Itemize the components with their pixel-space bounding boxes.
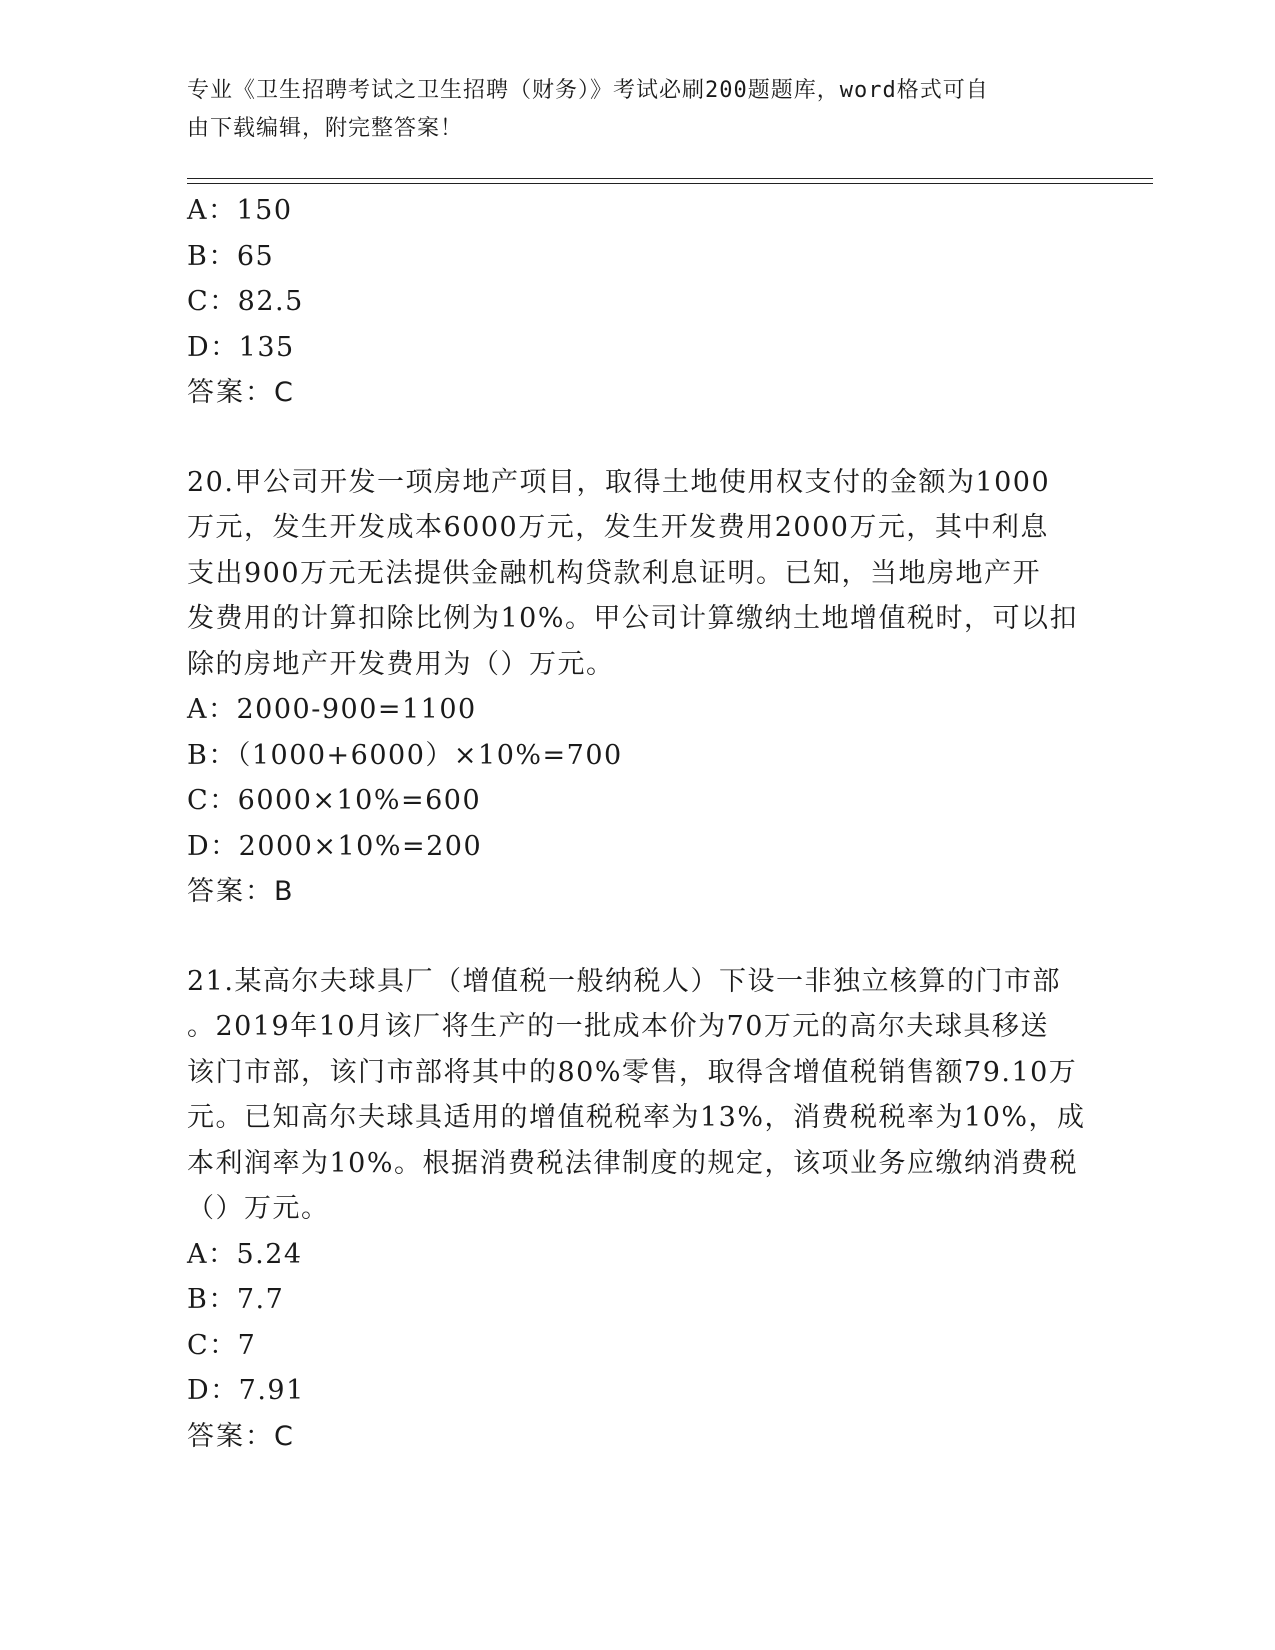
- q19-answer: 答案：C: [187, 377, 295, 408]
- question-19-block: [187, 188, 1087, 416]
- q20-text-line-1: 20.甲公司开发一项房地产项目，取得土地使用权支付的金额为1000: [187, 466, 1051, 498]
- header-divider-top: [187, 178, 1153, 179]
- q20-option-a: A：2000-900=1100: [187, 694, 477, 725]
- q21-option-d: D：7.91: [187, 1375, 305, 1406]
- question-20-block: [187, 460, 1087, 915]
- q21-text-line-2: 。2019年10月该厂将生产的一批成本价为70万元的高尔夫球具移送: [187, 1011, 1049, 1042]
- document-header: [187, 72, 1067, 148]
- q20-option-b: B：（1000+6000）×10%=700: [187, 739, 623, 771]
- q21-text-line-5: 本利润率为10%。根据消费税法律制度的规定，该项业务应缴纳消费税: [187, 1147, 1079, 1179]
- q21-option-b: B：7.7: [187, 1284, 285, 1315]
- q21-text-line-3: 该门市部，该门市部将其中的80%零售，取得含增值税销售额79.10万: [187, 1056, 1078, 1088]
- q21-option-c: C：7: [187, 1329, 257, 1361]
- q21-option-a: A：5.24: [187, 1238, 303, 1270]
- q20-option-c: C：6000×10%=600: [187, 785, 482, 816]
- q21-answer: 答案：C: [187, 1420, 295, 1452]
- q21-text-line-1: 21.某高尔夫球具厂（增值税一般纳税人）下设一非独立核算的门市部: [187, 965, 1061, 997]
- q19-option-a: A：150: [187, 195, 293, 226]
- q19-option-b: B：65: [187, 240, 275, 272]
- q19-option-c: C：82.5: [187, 286, 304, 317]
- q20-answer: 答案：B: [187, 876, 295, 907]
- q21-text-line-6: （）万元。: [187, 1193, 330, 1224]
- q21-text-line-4: 元。已知高尔夫球具适用的增值税税率为13%，消费税税率为10%，成: [187, 1102, 1086, 1133]
- header-divider-bottom: [187, 183, 1153, 184]
- header-line-1: 专业《卫生招聘考试之卫生招聘（财务）》考试必刷200题题库，word格式可自: [187, 78, 989, 103]
- question-21-block: [187, 959, 1087, 1460]
- question-spacer: [187, 416, 1087, 460]
- q20-text-line-4: 发费用的计算扣除比例为10%。甲公司计算缴纳土地增值税时，可以扣: [187, 603, 1079, 634]
- q20-text-line-5: 除的房地产开发费用为（）万元。: [187, 648, 615, 680]
- question-content: [187, 188, 1087, 1459]
- question-spacer: [187, 915, 1087, 959]
- q20-text-line-3: 支出900万元无法提供金融机构贷款利息证明。已知，当地房地产开: [187, 557, 1042, 589]
- header-line-2: 由下载编辑，附完整答案！: [187, 116, 464, 141]
- q20-text-line-2: 万元，发生开发成本6000万元，发生开发费用2000万元，其中利息: [187, 512, 1049, 543]
- q20-option-d: D：2000×10%=200: [187, 830, 483, 862]
- q19-option-d: D：135: [187, 331, 295, 363]
